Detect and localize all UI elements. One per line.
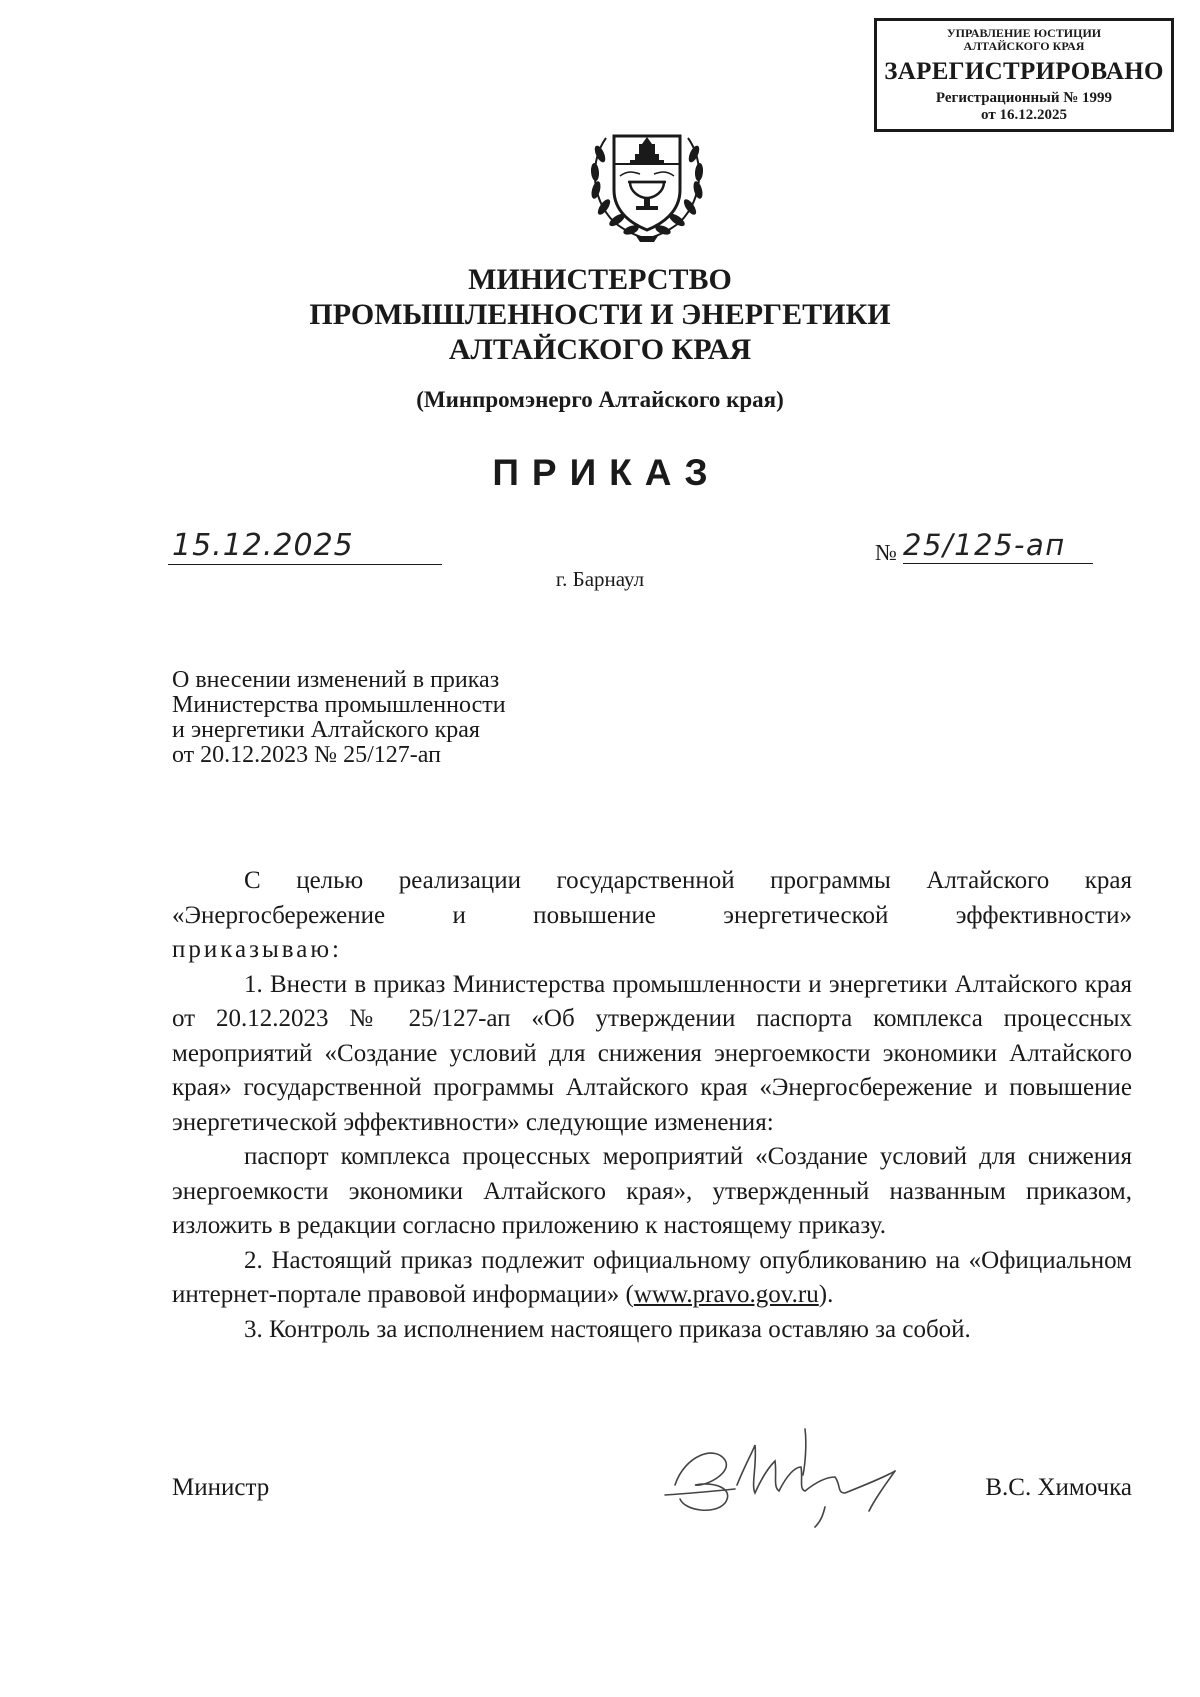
ministry-name-line1: МИНИСТЕРСТВО <box>468 263 732 296</box>
document-number: 25/125-ап <box>903 527 1093 564</box>
stamp-reg-date: от 16.12.2025 <box>981 107 1067 123</box>
item-2-open-paren: ( <box>625 1281 634 1308</box>
order-word: приказываю: <box>172 936 342 963</box>
ministry-name-line2: ПРОМЫШЛЕННОСТИ И ЭНЕРГЕТИКИ <box>309 298 891 331</box>
subject-line2: Министерства промышленности <box>172 692 506 718</box>
item-2-paragraph <box>172 1244 1132 1313</box>
stamp-title: ЗАРЕГИСТРИРОВАНО <box>884 58 1164 85</box>
item-1-sub-paragraph: паспорт комплекса процессных мероприятий «Создание условий для снижения энергоемкости экономики Алтайского края», утвержденный названным приказом, изложить в редакции согласно приложению к настоящему приказу. <box>172 1143 1132 1239</box>
pravo-gov-link[interactable]: www.pravo.gov.ru <box>633 1281 819 1308</box>
document-body <box>172 864 1132 1347</box>
item-1-paragraph: 1. Внести в приказ Министерства промышленности и энергетики Алтайского края от 20.12.2023 № 25/127-ап «Об утверждении паспорта комплекса процессных мероприятий «Создание условий для снижения энергоемкости экономики Алтайского края» государственной программы Алтайского края «Энергосбережение и повышение энергетической эффективности» следующие изменения: <box>172 970 1132 1136</box>
document-type-title: ПРИКАЗ <box>492 452 721 493</box>
subject-line4: от 20.12.2023 № 25/127-ап <box>172 742 441 768</box>
document-subject <box>172 668 506 768</box>
registration-stamp <box>874 18 1174 132</box>
subject-line3: и энергетики Алтайского края <box>172 717 480 743</box>
signer-name: В.С. Химочка <box>985 1474 1132 1501</box>
stamp-authority-line1: УПРАВЛЕНИЕ ЮСТИЦИИ <box>946 26 1102 40</box>
item-2-close-paren: ). <box>818 1281 834 1308</box>
preamble-paragraph: С целью реализации государственной программы Алтайского края «Энергосбережение и повышение энергетической эффективности» <box>172 867 1132 929</box>
ministry-abbreviation: (Минпромэнерго Алтайского края) <box>416 387 784 412</box>
ministry-name <box>0 262 1200 367</box>
stamp-reg-number: Регистрационный № 1999 <box>935 90 1113 106</box>
document-date: 15.12.2025 <box>168 528 442 565</box>
subject-line1: О внесении изменений в приказ <box>172 667 500 693</box>
handwritten-signature <box>655 1415 965 1530</box>
number-sign: № <box>875 540 897 565</box>
signer-position: Министр <box>172 1474 270 1501</box>
document-city: г. Барнаул <box>555 567 645 591</box>
ministry-name-line3: АЛТАЙСКОГО КРАЯ <box>448 333 752 366</box>
stamp-authority-line2: АЛТАЙСКОГО КРАЯ <box>963 39 1085 53</box>
item-3-paragraph: 3. Контроль за исполнением настоящего приказа оставляю за собой. <box>244 1315 971 1343</box>
item-2-text: 2. Настоящий приказ подлежит официальному опубликованию на «Официальном интернет-портале правовой информации» <box>172 1246 1132 1308</box>
altai-krai-coat-of-arms-icon <box>584 120 710 244</box>
